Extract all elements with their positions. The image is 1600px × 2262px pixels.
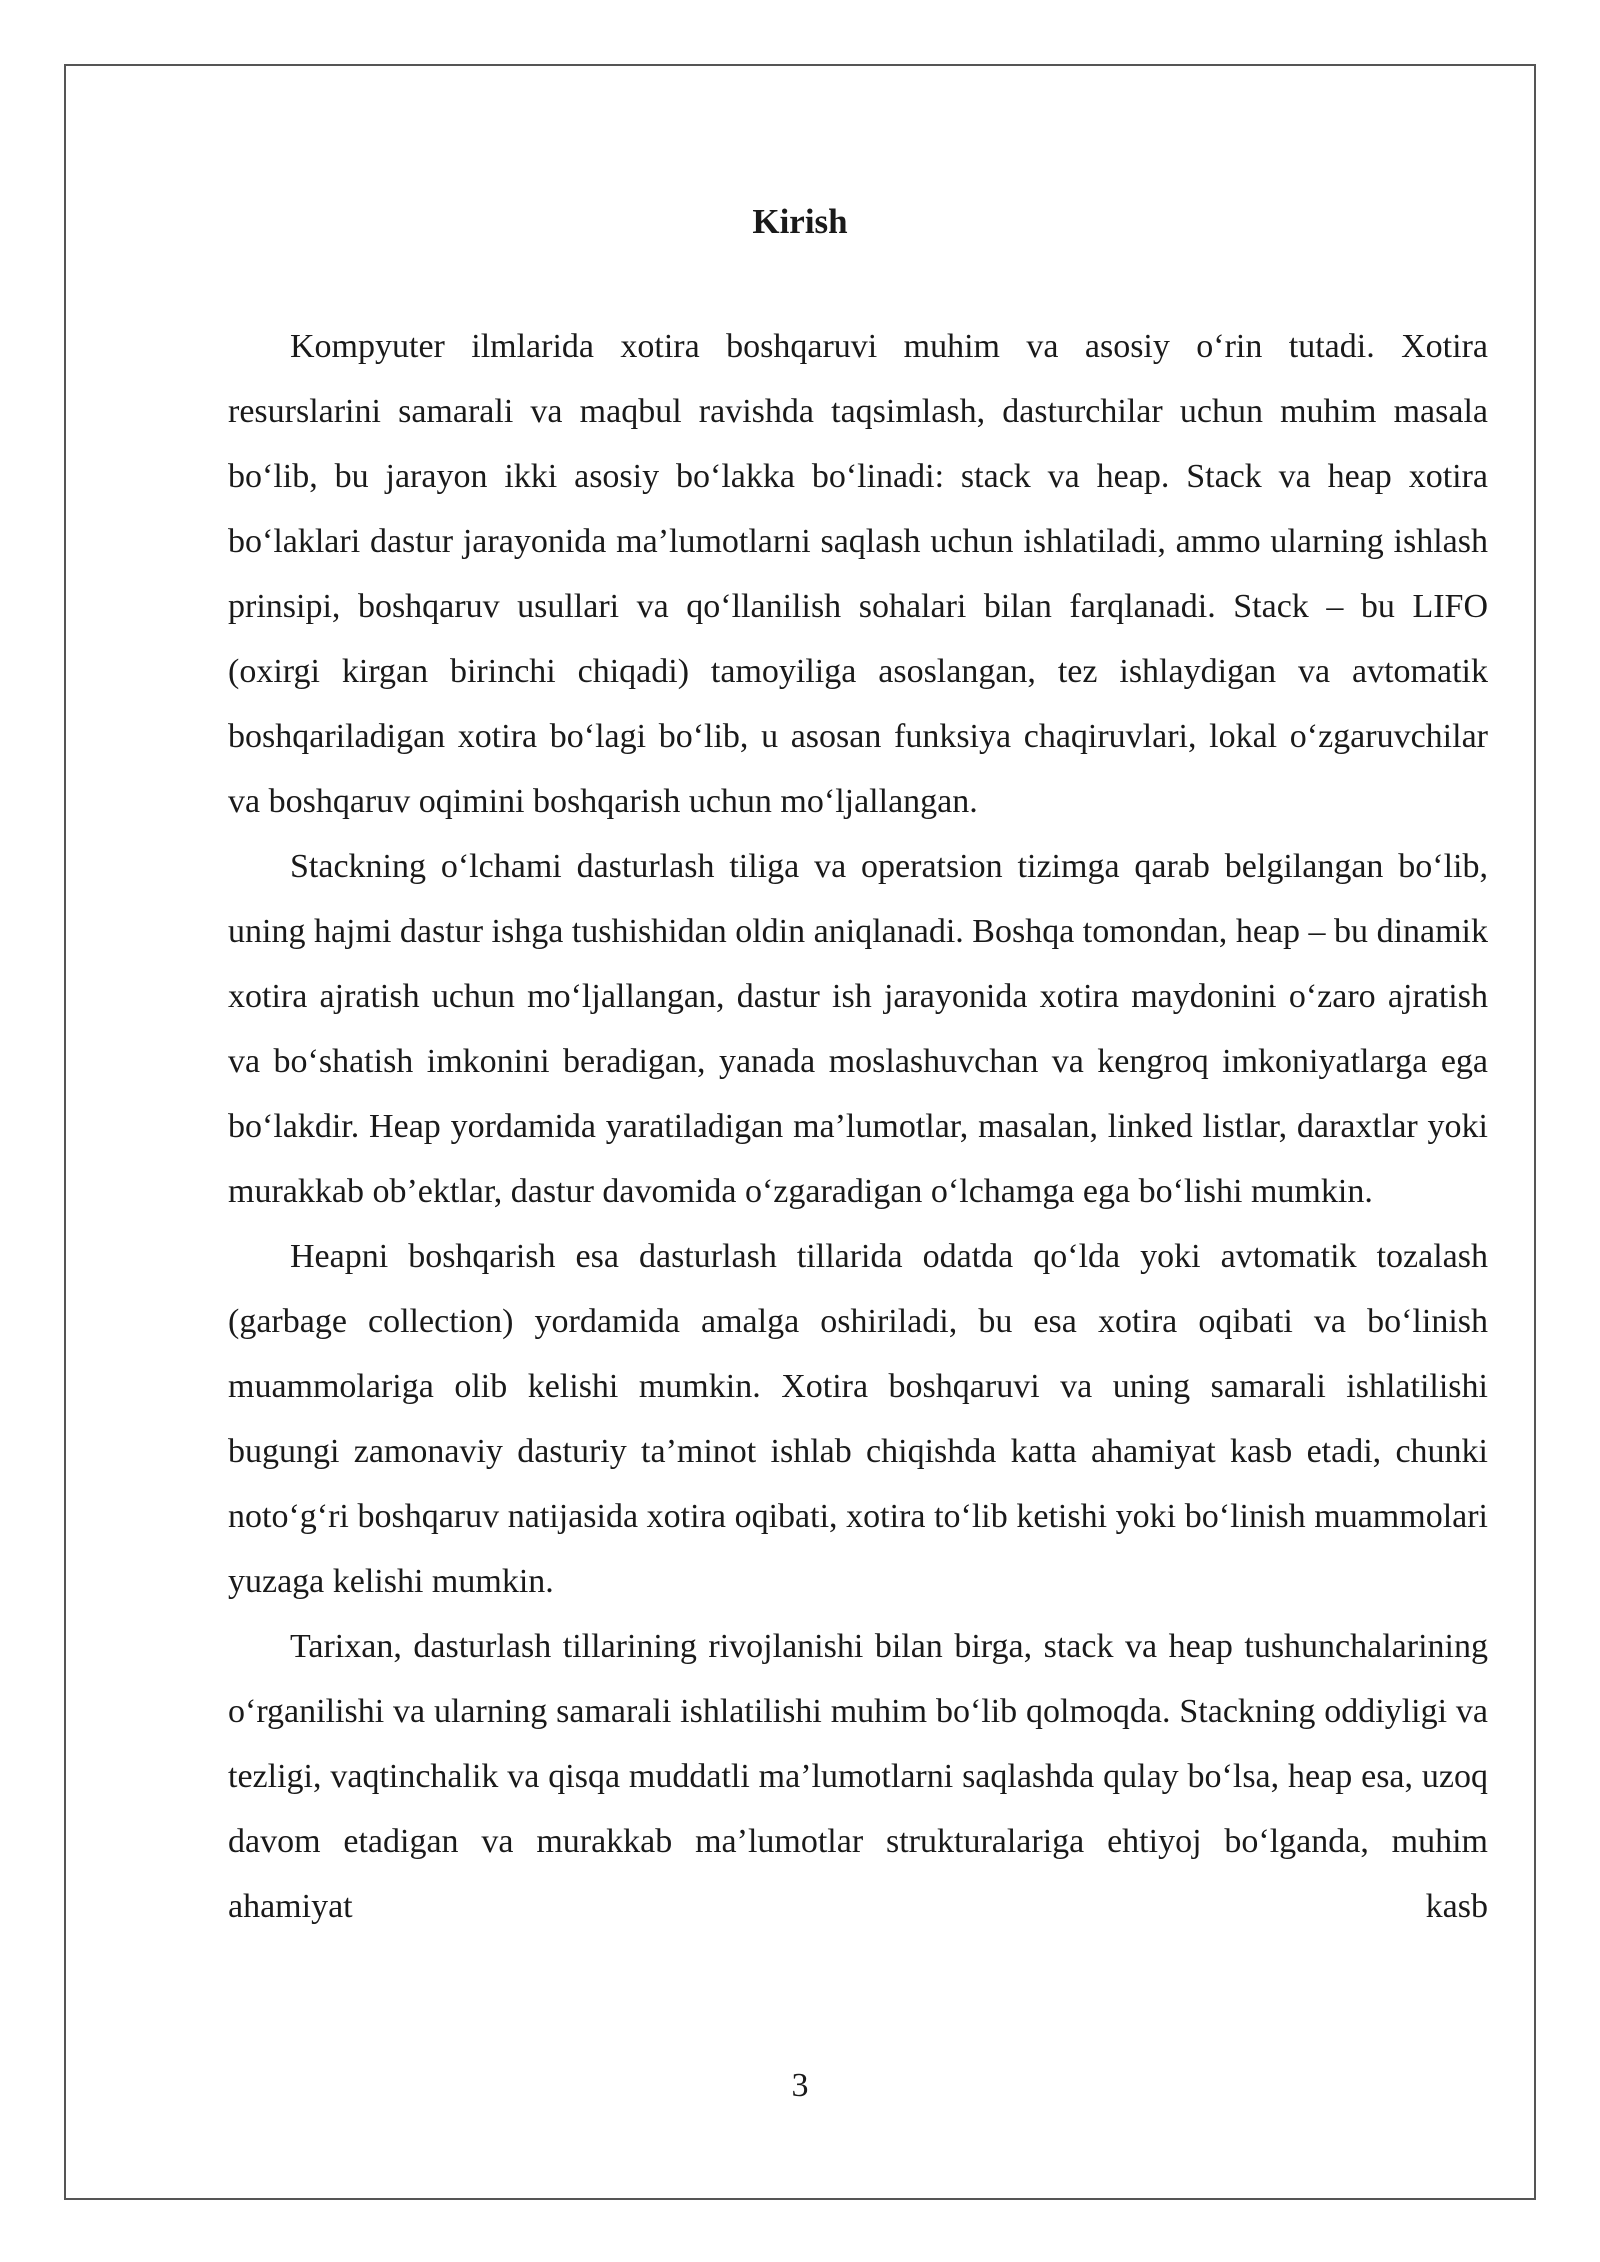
paragraph-1: Kompyuter ilmlarida xotira boshqaruvi muhim va asosiy o‘rin tutadi. Xotira resurslarini samarali va maqbul ravishda taqsimlash, dasturchilar uchun muhim masala bo‘lib, bu jarayon ikki asosiy bo‘lakka bo‘linadi: stack va heap. Stack va heap xotira bo‘laklari dastur jarayonida ma’lumotlarni saqlash uchun ishlatiladi, ammo ularning ishlash prinsipi, boshqaruv usullari va qo‘llanilish sohalari bilan farqlanadi. Stack – bu LIFO (oxirgi kirgan birinchi chiqadi) tamoyiliga asoslangan, tez ishlaydigan va avtomatik boshqariladigan xotira bo‘lagi bo‘lib, u asosan funksiya chaqiruvlari, lokal o‘zgaruvchilar va boshqaruv oqimini boshqarish uchun mo‘ljallangan. bbox=[228, 328, 1488, 820]
paragraph-3: Heapni boshqarish esa dasturlash tillarida odatda qo‘lda yoki avtomatik tozalash (garbage collection) yordamida amalga oshiriladi, bu esa xotira oqibati va bo‘linish muammolariga olib kelishi mumkin. Xotira boshqaruvi va uning samarali ishlatilishi bugungi zamonaviy dasturiy ta’minot ishlab chiqishda katta ahamiyat kasb etadi, chunki noto‘g‘ri boshqaruv natijasida xotira oqibati, xotira to‘lib ketishi yoki bo‘linish muammolari yuzaga kelishi mumkin. bbox=[228, 1238, 1488, 1600]
body-text bbox=[228, 314, 1488, 1939]
page-title: Kirish bbox=[752, 202, 848, 241]
paragraph-2: Stackning o‘lchami dasturlash tiliga va operatsion tizimga qarab belgilangan bo‘lib, uning hajmi dastur ishga tushishidan oldin aniqlanadi. Boshqa tomondan, heap – bu dinamik xotira ajratish uchun mo‘ljallangan, dastur ish jarayonida xotira maydonini o‘zaro ajratish va bo‘shatish imkonini beradigan, yanada moslashuvchan va kengroq imkoniyatlarga ega bo‘lakdir. Heap yordamida yaratiladigan ma’lumotlar, masalan, linked listlar, daraxtlar yoki murakkab ob’ektlar, dastur davomida o‘zgaradigan o‘lchamga ega bo‘lishi mumkin. bbox=[228, 848, 1488, 1210]
paragraph-4: Tarixan, dasturlash tillarining rivojlanishi bilan birga, stack va heap tushunchalarining o‘rganilishi va ularning samarali ishlatilishi muhim bo‘lib qolmoqda. Stackning oddiyligi va tezligi, vaqtinchalik va qisqa muddatli ma’lumotlarni saqlashda qulay bo‘lsa, heap esa, uzoq davom etadigan va murakkab ma’lumotlar strukturalariga ehtiyoj bo‘lganda, muhim ahamiyat kasb bbox=[228, 1628, 1488, 1925]
page-number: 3 bbox=[791, 2067, 809, 2104]
